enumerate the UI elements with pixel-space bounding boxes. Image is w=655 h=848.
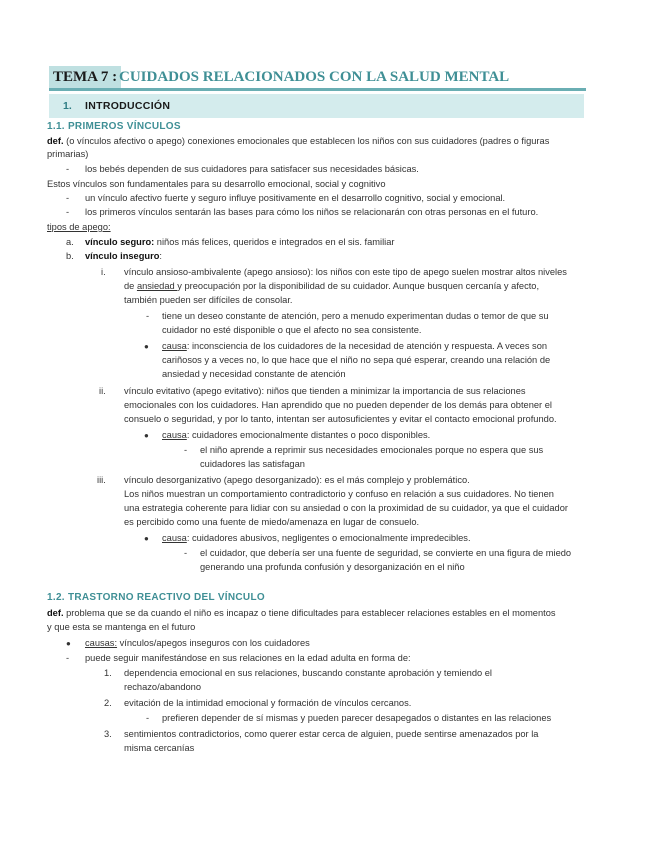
list-item: el cuidador, que debería ser una fuente de seguridad, se convierte en una figura de miedo <box>200 548 572 558</box>
list-item: rechazo/abandono <box>124 682 202 692</box>
list-marker: ii. <box>99 386 106 396</box>
dot-bullet: ● <box>66 639 71 648</box>
list-item: cariñosos y a veces no, lo que hace que el niño no sepa qué esperar, creando una relación de <box>162 355 551 365</box>
def-text: problema que se da cuando el niño es incapaz o tiene dificultades para establecer relaciones estables en el momentos <box>66 608 556 618</box>
topic-number: TEMA 7 : <box>49 66 121 88</box>
text: y preocupación por la disponibilidad de su cuidador. Aunque busquen cercanía y afecto, <box>177 281 540 291</box>
dot-bullet: ● <box>144 342 149 351</box>
definition-line: y que esta se mantenga en el futuro <box>47 622 196 632</box>
list-item: los bebés dependen de sus cuidadores para satisfacer sus necesidades básicas. <box>85 164 419 174</box>
tipos-de-apego-label: tipos de apego: <box>47 222 111 232</box>
list-item: emocionales con los cuidadores. Han aprendido que no pueden depender de los demás para obtener el <box>124 400 552 410</box>
list-marker: a. <box>66 237 74 247</box>
subsection-heading-primeros-vinculos: 1.1. PRIMEROS VÍNCULOS <box>47 121 181 132</box>
text: : inconsciencia de los cuidadores de la necesidad de atención y respuesta. A veces son <box>186 341 548 351</box>
def-label: def. <box>47 608 64 618</box>
list-item: consuelo o seguridad, y por lo tanto, intentan ser autosuficientes y evitar el contacto emocional profundo. <box>124 414 557 424</box>
topic-title: CUIDADOS RELACIONADOS CON LA SALUD MENTAL <box>119 69 510 85</box>
list-item: evitación de la intimidad emocional y formación de vínculos cercanos. <box>124 698 412 708</box>
definition-line <box>47 135 549 148</box>
term-text: niños más felices, queridos e integrados en el sis. familiar <box>154 237 395 247</box>
dash-bullet: - <box>184 548 188 558</box>
dash-bullet: - <box>146 311 150 321</box>
term-label: vínculo inseguro <box>85 251 160 261</box>
list-item: es percibido como una fuente de miedo/amenaza en lugar de consuelo. <box>124 517 420 527</box>
causa-label: causa <box>162 341 187 351</box>
def-label: def. <box>47 136 64 146</box>
list-item: sentimientos contradictorios, como querer estar cerca de alguien, puede sentirse amenazados por la <box>124 729 539 739</box>
dash-bullet: - <box>66 164 70 174</box>
list-item <box>85 236 395 249</box>
dash-bullet: - <box>66 207 70 217</box>
dot-bullet: ● <box>144 431 149 440</box>
section-number: 1. <box>63 100 72 112</box>
dash-bullet: - <box>66 653 70 663</box>
list-marker: 3. <box>104 729 112 739</box>
dot-bullet: ● <box>144 534 149 543</box>
list-item: dependencia emocional en sus relaciones, buscando constante aprobación y temiendo el <box>124 668 492 678</box>
dash-bullet: - <box>66 193 70 203</box>
subsection-heading-trastorno-reactivo: 1.2. TRASTORNO REACTIVO DEL VÍNCULO <box>47 592 265 603</box>
list-item: prefieren depender de sí mismas y pueden parecer desapegados o distantes en las relaciones <box>162 713 552 723</box>
list-item: el niño aprende a reprimir sus necesidades emocionales porque no espera que sus <box>200 445 544 455</box>
definition-line: primarias) <box>47 149 89 159</box>
list-item <box>85 250 162 263</box>
list-marker: b. <box>66 251 74 261</box>
list-item <box>85 637 310 650</box>
list-item: vínculo ansioso-ambivalente (apego ansioso): los niños con este tipo de apego suelen mostrar altos niveles <box>124 267 567 277</box>
paragraph: Estos vínculos son fundamentales para su desarrollo emocional, social y cognitivo <box>47 179 386 189</box>
list-item: los primeros vínculos sentarán las bases para cómo los niños se relacionarán con otras personas en el futuro. <box>85 207 539 217</box>
causa-label: causa <box>162 430 187 440</box>
term-colon: : <box>159 251 162 261</box>
text: vínculos/apegos inseguros con los cuidadores <box>117 638 310 648</box>
title-bar <box>49 66 586 91</box>
list-marker: 1. <box>104 668 112 678</box>
definition-line <box>47 607 556 620</box>
section-header-introduction <box>49 94 584 118</box>
list-item: Los niños muestran un comportamiento contradictorio y confuso en relación a sus cuidadores. No tienen <box>124 489 554 499</box>
list-item: un vínculo afectivo fuerte y seguro influye positivamente en el desarrollo cognitivo, social y emocional. <box>85 193 506 203</box>
list-item: misma cercanías <box>124 743 195 753</box>
list-item <box>162 532 471 545</box>
list-item <box>162 340 547 353</box>
list-item: ansiedad y necesidad constante de atención <box>162 369 346 379</box>
term-label: vínculo seguro: <box>85 237 155 247</box>
list-item: vínculo evitativo (apego evitativo): niños que tienden a minimizar la importancia de sus relaciones <box>124 386 526 396</box>
text: : cuidadores emocionalmente distantes o poco disponibles. <box>186 430 431 440</box>
list-item: una estrategia coherente para lidiar con su ansiedad o con la proximidad de su cuidador, ya que el cuidador <box>124 503 568 513</box>
underlined-term: ansiedad <box>136 281 178 291</box>
causa-label: causa <box>162 533 187 543</box>
list-item <box>162 429 430 442</box>
list-item: tiene un deseo constante de atención, pero a menudo experimentan dudas o temor de que su <box>162 311 549 321</box>
dash-bullet: - <box>184 445 188 455</box>
dash-bullet: - <box>146 713 150 723</box>
list-marker: iii. <box>97 475 106 485</box>
def-text: (o vínculos afectivo o apego) conexiones emocionales que establecen los niños con sus cuidadores (padres o figuras <box>66 136 550 146</box>
list-item: generando una profunda confusión y desorganización en el niño <box>200 562 465 572</box>
list-item <box>124 280 539 293</box>
list-item: cuidadores las satisfagan <box>200 459 305 469</box>
list-marker: i. <box>101 267 106 277</box>
text: de <box>124 281 137 291</box>
list-item: también pueden ser difíciles de consolar. <box>124 295 293 305</box>
causas-label: causas: <box>85 638 118 648</box>
list-item: puede seguir manifestándose en sus relaciones en la edad adulta en forma de: <box>85 653 411 663</box>
list-item: cuidador no esté disponible o que el afecto no sea consistente. <box>162 325 422 335</box>
section-title: INTRODUCCIÓN <box>85 100 171 112</box>
text: : cuidadores abusivos, negligentes o emocionalmente impredecibles. <box>186 533 471 543</box>
list-item: vínculo desorganizativo (apego desorganizado): es el más complejo y problemático. <box>124 475 470 485</box>
list-marker: 2. <box>104 698 112 708</box>
